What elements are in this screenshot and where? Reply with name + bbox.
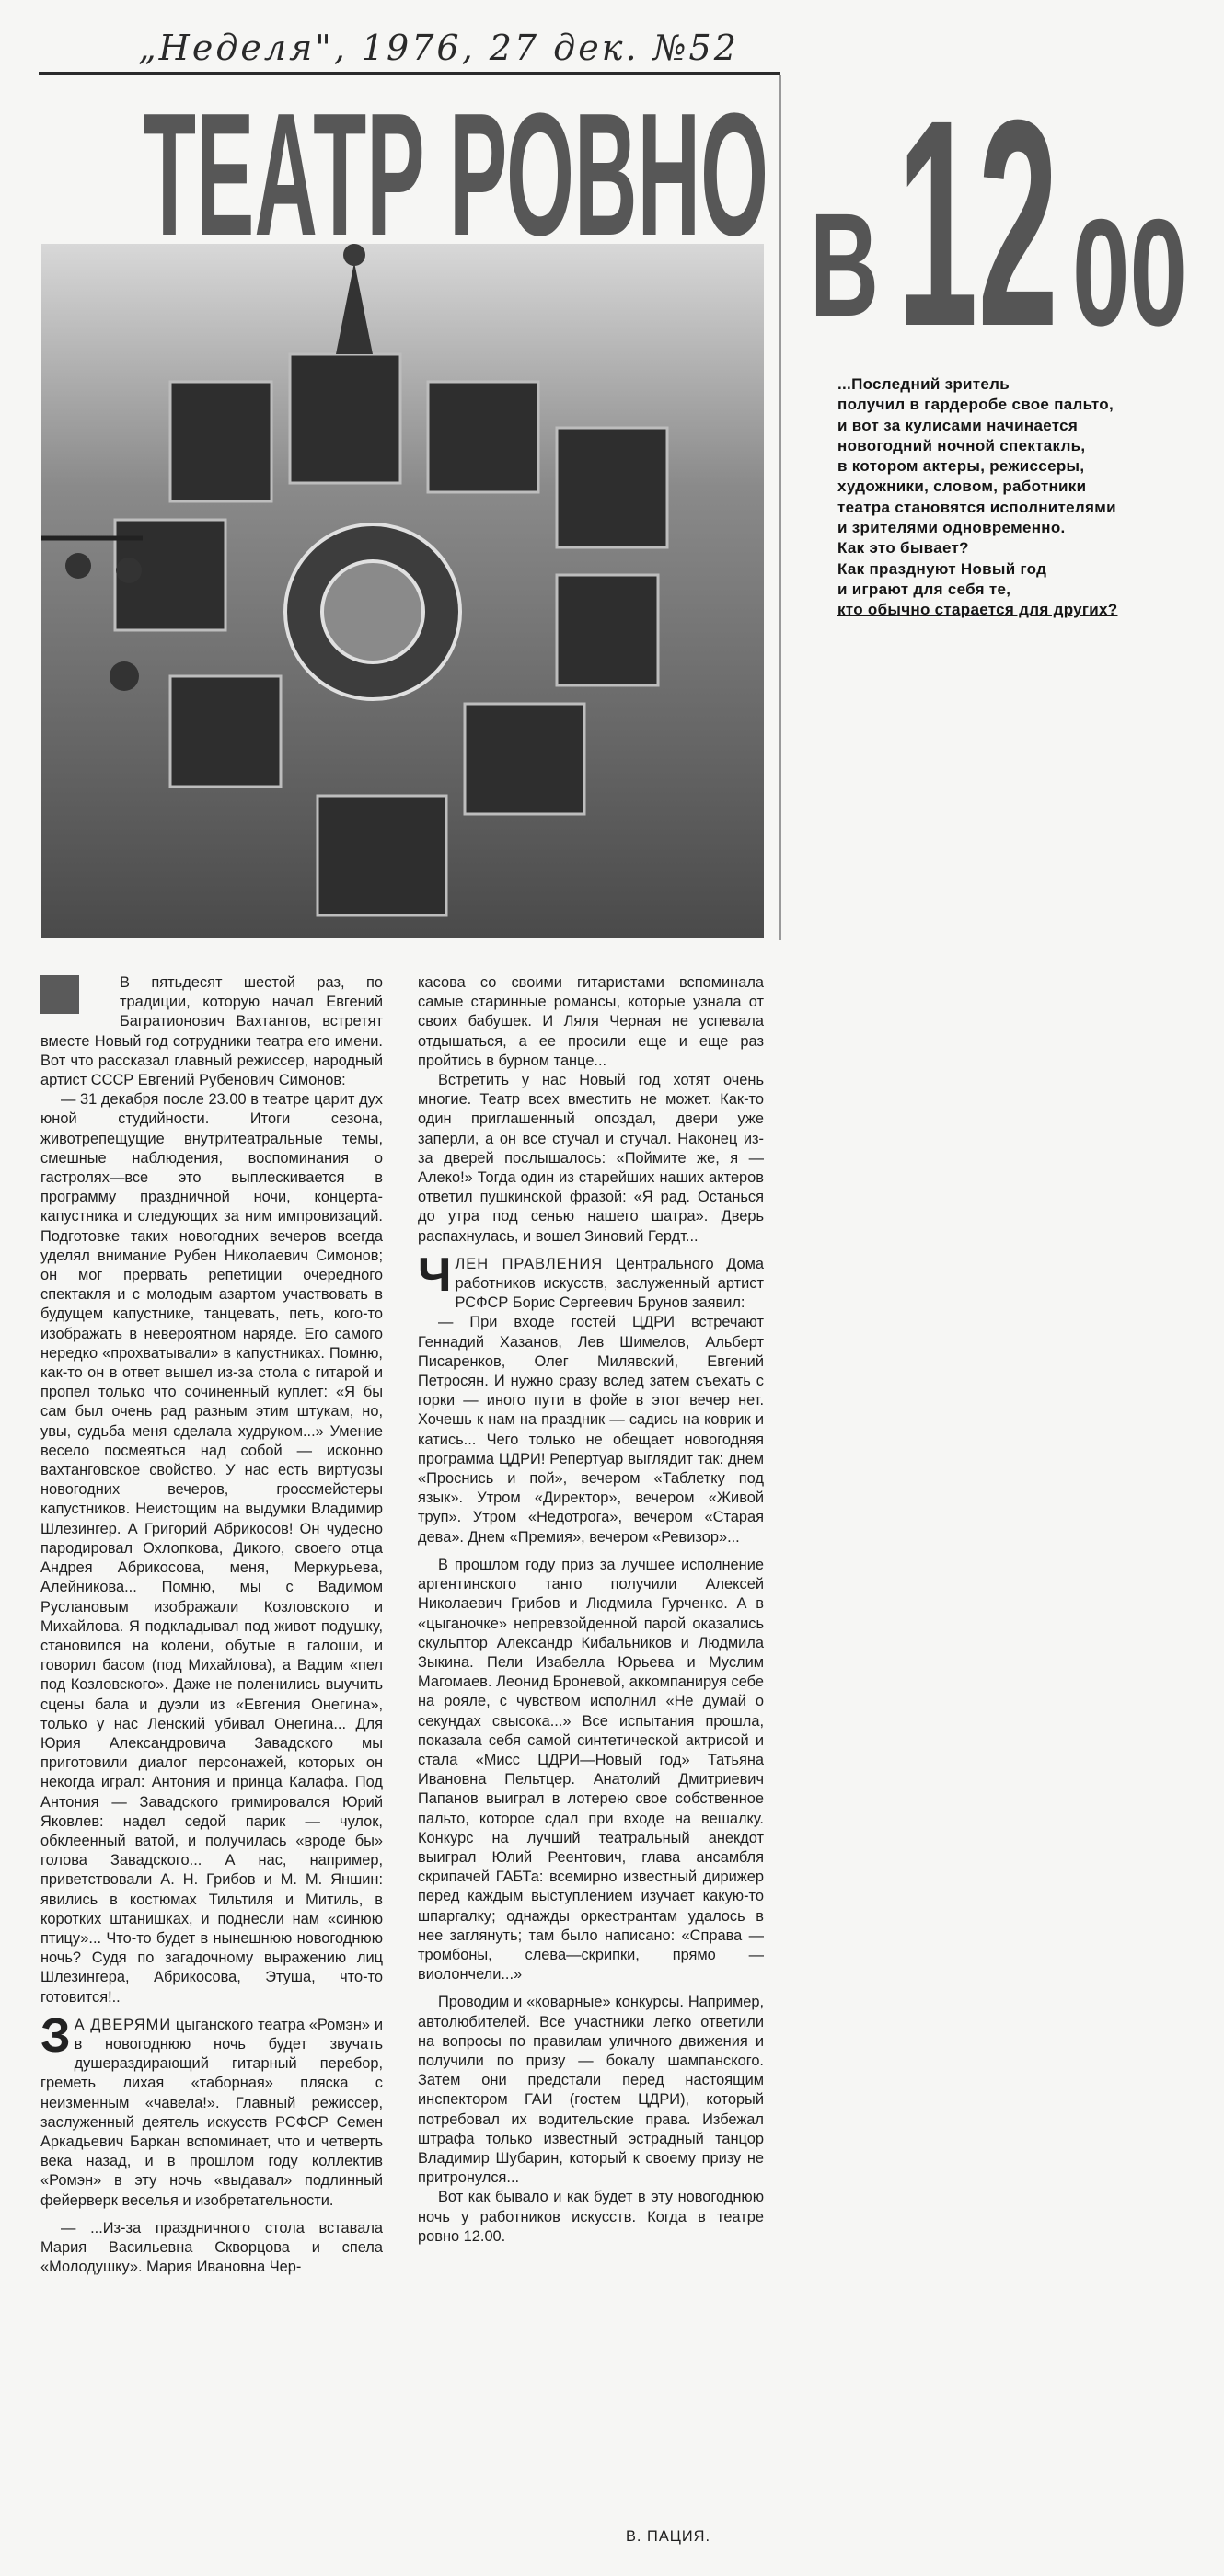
lead-line: театра становятся исполнителями <box>837 498 1116 516</box>
time-minutes-text: 00 <box>1072 207 1187 327</box>
paragraph: Вот как бывало и как будет в эту новогоднюю ночь у работников искусств. Когда в театре ровно 12.00. <box>418 2189 764 2245</box>
lead-line: и вот за кулисами начинается <box>837 416 1079 434</box>
handwritten-source-note: „Неделя", 1976, 27 дек. №52 <box>138 28 739 68</box>
drop-cap: Ч <box>418 1248 452 1302</box>
headline <box>138 97 773 244</box>
paragraph-text: Центрального Дома работников искусств, заслуженный артист РСФСР Борис Сергеевич Брунов заявил: <box>455 1255 764 1312</box>
lead-line: в котором актеры, режиссеры, <box>837 457 1085 476</box>
column-divider <box>779 75 781 940</box>
paragraph: Встретить у нас Новый год хотят очень многие. Театр всех вместить не может. Как-то один приглашенный опоздал, двери уже заперли, а он все стучал и стучал. Наконец из-за дверей послышалось: «Поймите же, я — Алеко!» Тогда один из старейших наших актеров ответил пушкинской фразой: «Я рад. Останься до утра под сенью нашего шатра». Дверь распахнулась, и вошел Зиновий Гердт... <box>418 1072 764 1245</box>
article-column-2 <box>418 973 764 2528</box>
paragraph: В пятьдесят шестой раз, по традиции, которую начал Евгений Багратионович Вахтангов, встретят вместе Новый год сотрудники театра его имени. Вот что рассказал главный режиссер, народный артист СССР Евгений Рубенович Симонов: <box>40 974 383 1089</box>
lead-line: и зрителями одновременно. <box>837 519 1066 537</box>
time-prefix <box>810 198 883 317</box>
article-column-1 <box>40 973 383 2560</box>
paragraph: Проводим и «коварные» конкурсы. Например, автолюбителей. Все участники легко ответили на вопросы по правилам уличного движения и получили по призу — бокалу шампанского. Затем они предстали перед настоящим инспектором ГАИ (гостем ЦДРИ), который потребовал их водительские права. Избежал штрафа только известный эстрадный танцор Владимир Шубарин, который к своему призу не притронулся... <box>418 1994 764 2187</box>
paragraph: — ...Из-за праздничного стола вставала Мария Васильевна Скворцова и спела «Молодушку». Мария Ивановна Чер- <box>40 2219 383 2276</box>
lead-line: Как это бывает? <box>837 539 969 558</box>
time-hours <box>897 97 1063 327</box>
time-minutes <box>1072 207 1192 327</box>
drop-square <box>40 975 79 1014</box>
lead-text <box>837 374 1219 621</box>
paragraph <box>418 1248 764 1314</box>
paragraph: — 31 декабря после 23.00 в театре царит дух юной студийности. Итоги сезона, животрепещущие внутритеатральные темы, смешные наблюдения, воспоминания о гастролях—все это выплескивается в программу праздничной ночи, концерта-капустника и следующих за ним импровизаций. Подготовке таких новогодних вечеров всегда уделял внимание Рубен Николаевич Симонов; он мог прервать репетиции очередного спектакля и с молодым азартом участвовать в будущем капустнике, танцевать, петь, кого-то изображать в невероятном наряде. Его самого нередко «прохватывали» в капустниках. Помню, как-то он в ответ вышел из-за стола с гитарой и пропел только что сочиненный куплет: «Я бы сам был очень рад разным этим штукам, но, увы, судьба меня сделала худруком...» Умение весело посмеяться над собой — исконно вахтанговское свойство. У нас есть виртуозы новогодних вечеров, гроссмейстеры капустников. Неистощим на выдумки Владимир Шлезингер. А Григорий Абрикосов! Он чудесно пародировал Охлопкова, Дикого, своего отца Андрея Абрикосова, меня, Меркурьева, Алейникова... Помню, мы с Вадимом Руслановым изображали Козловского и Михайлова. Я подкладывал под живот подушку, становился на колени, обутые в галоши, и говорил басом (под Михайлова), а Вадим «пел под Козловского». Даже не поленились выучить сцены бала и дуэли из «Евгения Онегина», только у нас Ленский убивал Онегина... Для Юрия Александровича Завадского мы приготовили диалог персонажей, которых он некогда играл: Антония и принца Калафа. Под Антония — Завадского гримировался Юрий Яковлев: надел седой парик — чулок, обклеенный ватой, и получилась «вроде бы» голова Завадского... А нас, например, приветствовали А. Н. Грибов и М. М. Яншин: явились в костюмах Тильтиля и Митиль, в коротких штанишках, и поднесли нам «синюю птицу»... Что-то будет в нынешнюю новогоднюю ночь? Судя по загадочному выражению лиц Шлезингера, Абрикосова, Этуша, что-то готовится!.. <box>40 1091 383 2006</box>
lead-line: и играют для себя те, <box>837 580 1011 598</box>
lead-line: новогодний ночной спектакль, <box>837 436 1086 454</box>
lead-line: Как празднуют Новый год <box>837 559 1047 578</box>
lead-line: получил в гардеробе свое пальто, <box>837 396 1114 414</box>
lead-line: художники, словом, работники <box>837 477 1087 496</box>
paragraph-lead: А ДВЕРЯМИ <box>74 2016 172 2033</box>
paragraph <box>40 2008 383 2211</box>
sun-icon <box>285 524 460 699</box>
drop-cap: З <box>40 2008 71 2063</box>
headline-text: ТЕАТР РОВНО <box>143 97 768 244</box>
time-hours-text: 12 <box>897 97 1058 327</box>
time-prefix-text: В <box>810 198 879 317</box>
paragraph-text: цыганского театра «Ромэн» и в новогоднюю ночь будет звучать душераздирающий гитарный перебор, греметь лихая «таборная» пляска с неизменным «чавела!». Главный режиссер, заслуженный деятель искусств РСФСР Семен Аркадьевич Баркан вспоминает, что и четверть века назад, и в прошлом году коллектив «Ромэн» в эту ночь «выдавал» подлинный фейерверк веселья и изобретательности. <box>40 2016 383 2209</box>
lead-line: ...Последний зритель <box>837 375 1010 393</box>
paragraph: — При входе гостей ЦДРИ встречают Геннадий Хазанов, Лев Шимелов, Альберт Писаренков, Олег Милявский, Евгений Петросян. И нужно сразу вслед затем съехать с горки — иного пути в фойе в этот вечер нет. Хочешь к нам на праздник — садись на коврик и катись... Чего только не обещает новогодняя программа ЦДРИ! Репертуар выглядит так: днем «Проснись и пой», вечером «Таблетку под язык». Утром «Директор», вечером «Живой труп». Утром «Недотрога», вечером «Старая дева». Днем «Премия», вечером «Ревизор»... <box>418 1314 764 1546</box>
top-rule <box>39 72 780 75</box>
paragraph-lead: ЛЕН ПРАВЛЕНИЯ <box>455 1255 604 1272</box>
sculpture-clock-photo <box>41 244 764 938</box>
paragraph: В прошлом году приз за лучшее исполнение аргентинского танго получили Алексей Николаевич Грибов и Людмила Гурченко. А в «цыганочке» непревзойденной парой оказались скульптор Александр Кибальников и Людмила Зыкина. Пели Изабелла Юрьева и Муслим Магомаев. Леонид Броневой, аккомпанируя себе на рояле, с чувством исполнил «Не думай о секундах свысока...» Все испытания прошла, показала себя самой синтетической актрисой и стала «Мисс ЦДРИ—Новый год» Татьяна Ивановна Пельтцер. Анатолий Дмитриевич Папанов выиграл в лотерею свое собственное пальто, которое сдал при входе на вешалку. Конкурс на лучший театральный анекдот выиграл Юлий Реентович, глава ансамбля скрипачей ГАБТа: всемирно известный дирижер перед каждым выступлением изучает какую-то шпаргалку; однажды оркестрантам удалось в нее заглянуть; там было написано: «Справа — тромбоны, слева—скрипки, прямо — виолончели...» <box>418 1556 764 1984</box>
author-signature: В. ПАЦИЯ. <box>626 2528 711 2545</box>
lead-line: кто обычно старается для других? <box>837 601 1118 619</box>
paragraph: касова со своими гитаристами вспоминала самые старинные романсы, которые узнала от своих бабушек. И Ляля Черная не успевала отдышаться, а ее просили еще и еще раз пройтись в бурном танце... <box>418 974 764 1069</box>
